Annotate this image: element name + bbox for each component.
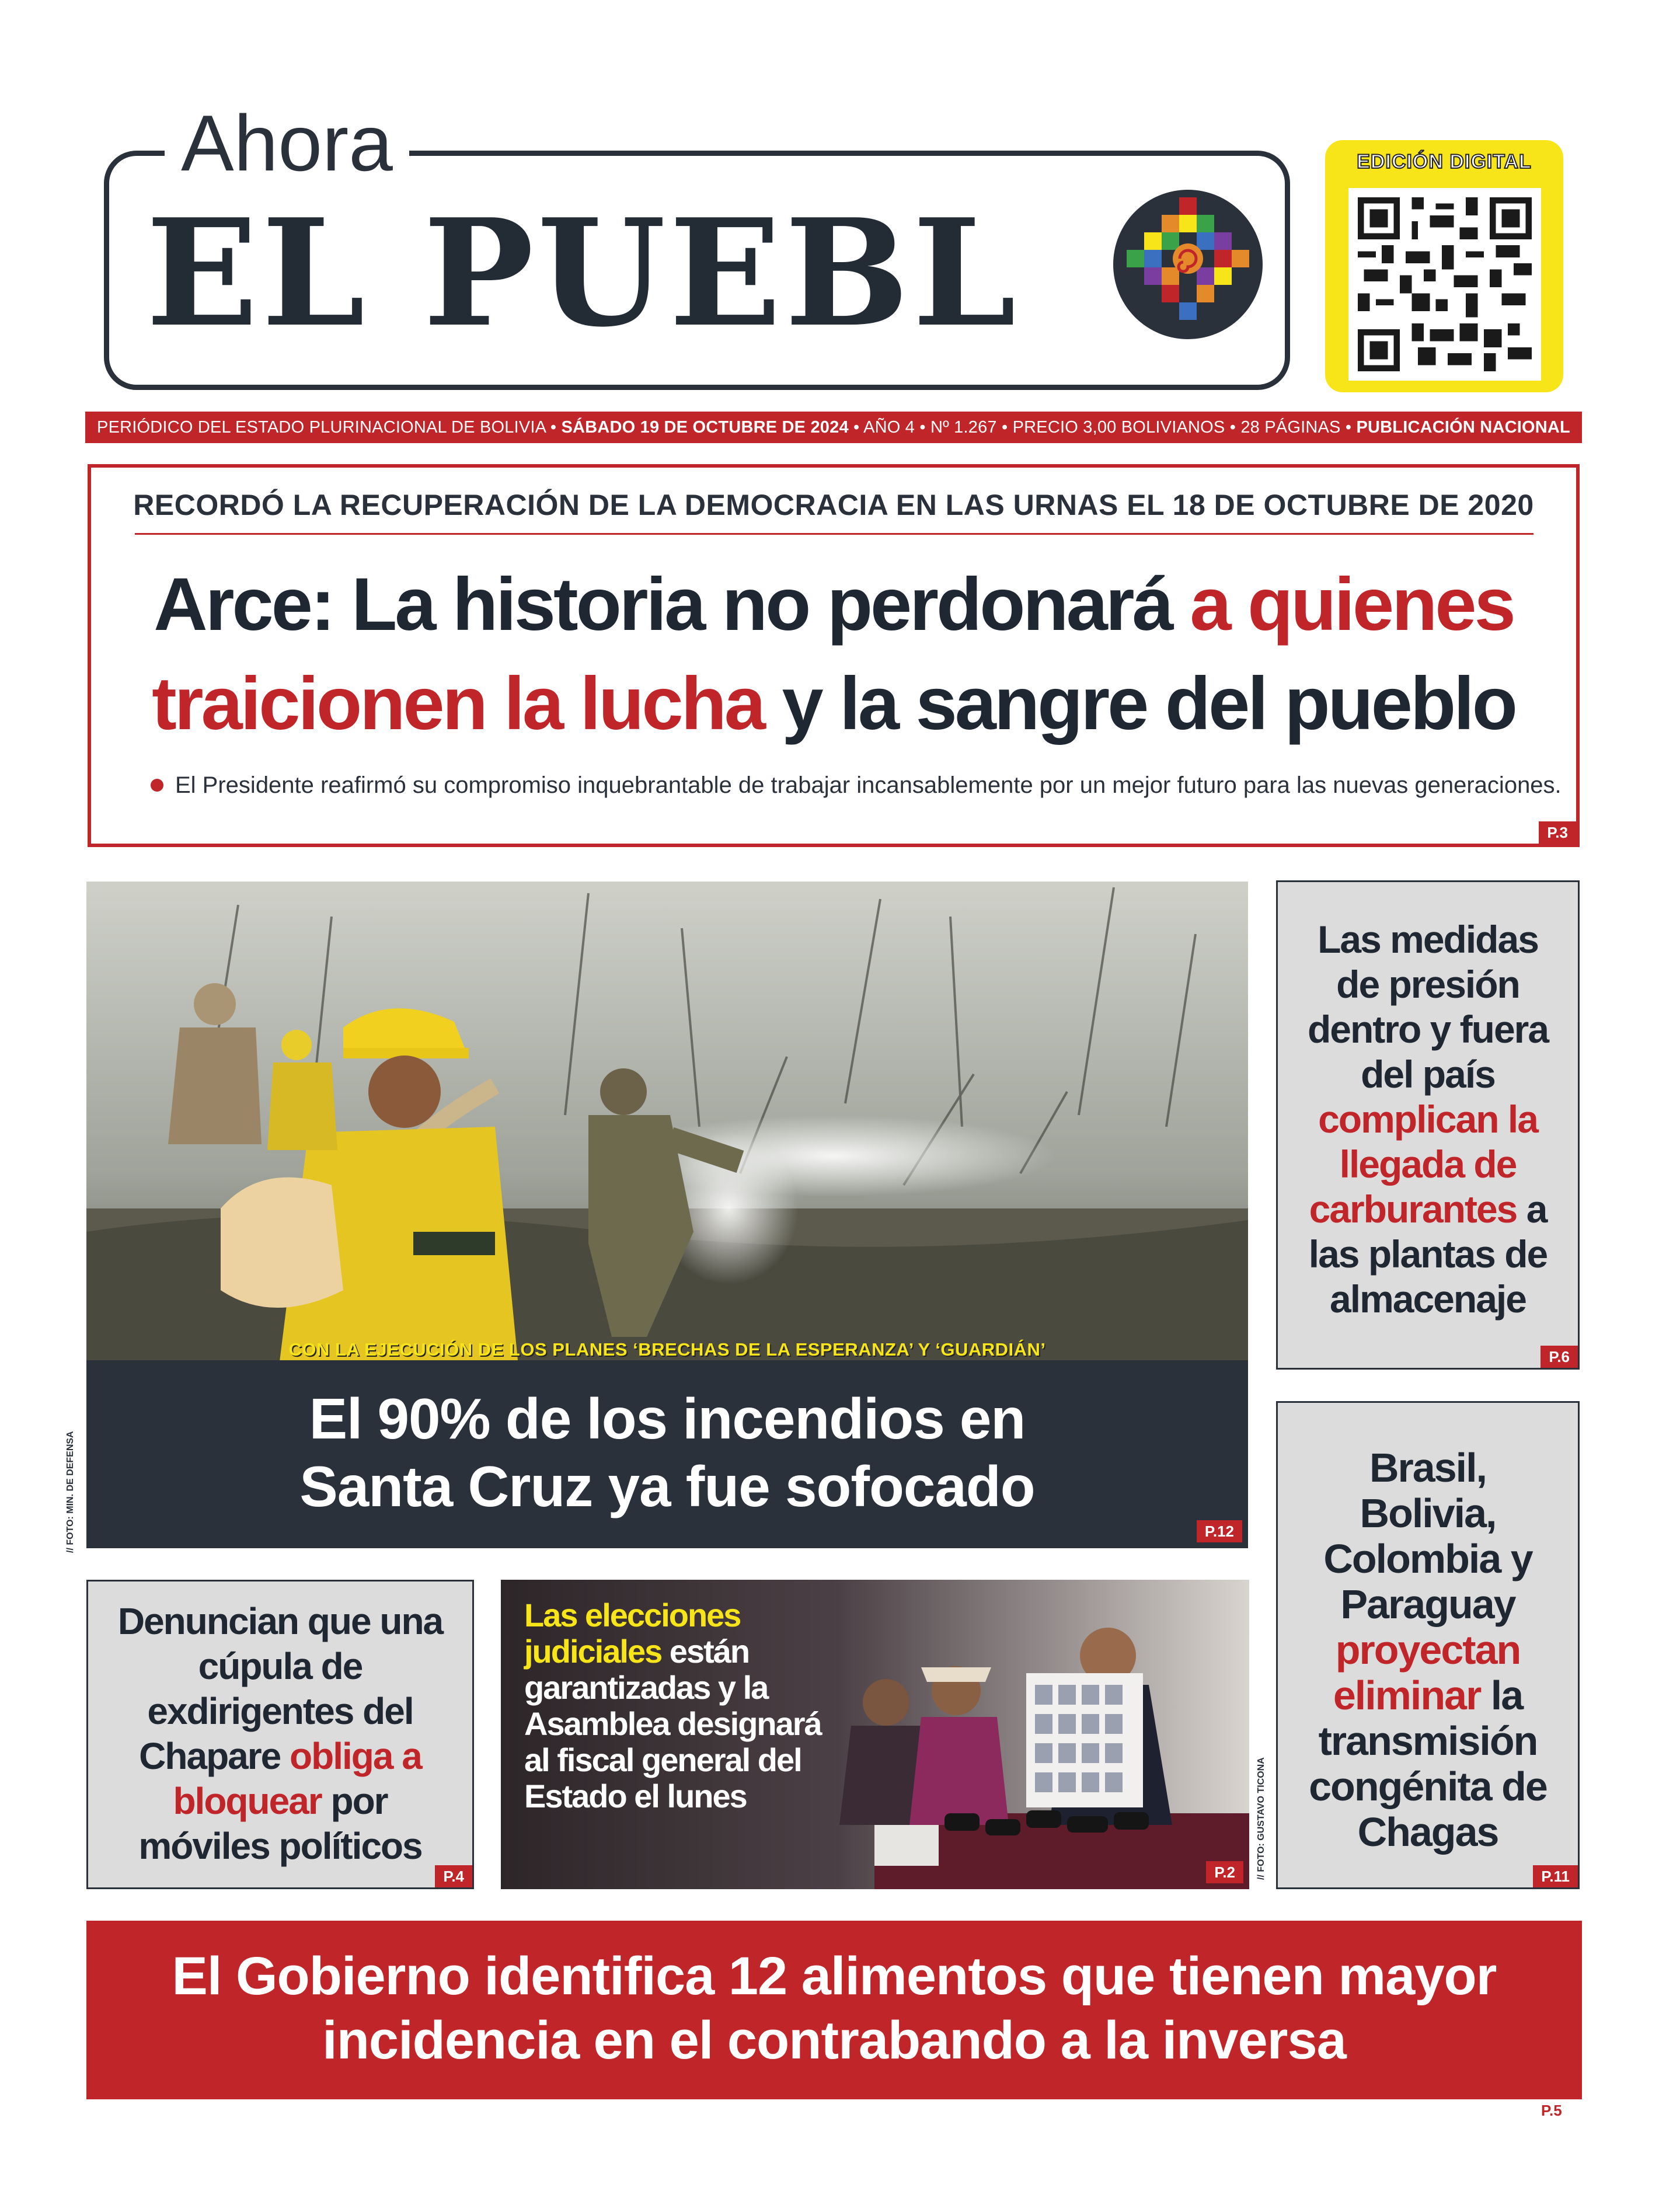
chapare-headline-part3: por móviles políticos — [138, 1780, 422, 1867]
chapare-story[interactable] — [86, 1580, 474, 1889]
publication-scope: PUBLICACIÓN NACIONAL — [1356, 418, 1570, 437]
chagas-page-tag: P.11 — [1533, 1865, 1578, 1887]
lead-story[interactable] — [88, 464, 1580, 847]
chagas-headline-part3: la transmisión congénita de Chagas — [1309, 1673, 1547, 1855]
qr-code-icon[interactable] — [1348, 188, 1541, 381]
lead-headline[interactable] — [114, 555, 1553, 754]
contraband-headline-line2: incidencia en el contrabando a la inversa — [322, 2011, 1346, 2070]
issue-price: PRECIO 3,00 BOLIVIANOS — [1012, 418, 1225, 437]
fuel-headline-highlight: complican la llegada de carburantes — [1309, 1098, 1538, 1231]
lead-deck — [151, 772, 1562, 799]
masthead-title: EL PUEBL — [146, 187, 1020, 360]
lead-headline-part1: Arce: La historia no perdonará — [154, 563, 1190, 646]
lead-divider — [135, 533, 1533, 535]
elections-headline-highlight: Las elecciones judiciales — [524, 1597, 741, 1670]
lead-kicker: RECORDÓ LA RECUPERACIÓN DE LA DEMOCRACIA EN LAS URNAS EL 18 DE OCTUBRE DE 2020 — [133, 489, 1534, 521]
chagas-story[interactable] — [1276, 1401, 1580, 1889]
elections-photo-credit: // FOTO: GUSTAVO TICONA — [1256, 1757, 1266, 1880]
elections-headline-rest: están garantizadas y la Asamblea designará al fiscal general del Estado el lunes — [524, 1633, 821, 1814]
lead-page-tag: P.3 — [1539, 821, 1576, 844]
issue-number: Nº 1.267 — [930, 418, 997, 437]
fuel-story[interactable] — [1276, 880, 1580, 1370]
lead-deck-text: El Presidente reafirmó su compromiso inquebrantable de trabajar incansablemente por un mejor futuro para las nuevas generaciones. — [175, 772, 1562, 798]
chakana-logo-icon — [1109, 186, 1267, 343]
fuel-page-tag: P.6 — [1540, 1346, 1578, 1368]
chapare-headline — [88, 1599, 472, 1869]
issue-date: SÁBADO 19 DE OCTUBRE DE 2024 — [561, 418, 849, 437]
fires-kicker: CON LA EJECUCIÓN DE LOS PLANES ‘BRECHAS DE LA ESPERANZA’ Y ‘GUARDIÁN’ — [288, 1339, 1046, 1360]
publisher: PERIÓDICO DEL ESTADO PLURINACIONAL DE BOLIVIA — [97, 418, 546, 437]
qr-label: EDICIÓN DIGITAL — [1357, 151, 1532, 173]
contraband-headline-line1: El Gobierno identifica 12 alimentos que tienen mayor — [172, 1946, 1497, 2006]
chapare-headline-highlight: obliga a bloquear — [173, 1735, 421, 1822]
chagas-headline-highlight: proyectan eliminar — [1333, 1627, 1521, 1718]
contraband-headline — [86, 1944, 1582, 2072]
lead-headline-part3: y la sangre del pueblo — [763, 662, 1515, 746]
elections-story[interactable] — [501, 1580, 1249, 1889]
masthead-ahora: Ahora — [165, 99, 409, 187]
firefighters-photo — [86, 882, 1248, 1366]
fires-photo-credit: // FOTO: MIN. DE DEFENSA — [65, 1431, 75, 1553]
qr-digital-edition[interactable] — [1325, 140, 1563, 392]
fuel-headline-part1: Las medidas de presión dentro y fuera del país — [1307, 918, 1549, 1096]
fires-headline-line1: El 90% de los incendios en — [309, 1387, 1026, 1451]
contraband-page-tag: P.5 — [1541, 2102, 1562, 2119]
chagas-headline-part1: Brasil, Bolivia, Colombia y Paraguay — [1323, 1445, 1532, 1627]
fires-page-tag: P.12 — [1197, 1520, 1242, 1542]
chapare-page-tag: P.4 — [435, 1865, 472, 1887]
elections-page-tag: P.2 — [1206, 1861, 1243, 1883]
fuel-headline — [1278, 917, 1578, 1322]
lead-headline-highlight: a quienes traicionen la lucha — [152, 563, 1514, 746]
bullet-icon — [151, 779, 163, 792]
info-bar: PERIÓDICO DEL ESTADO PLURINACIONAL DE BOLIVIA • SÁBADO 19 DE OCTUBRE DE 2024 • AÑO 4 • Nº 1.267 • PRECIO 3,00 BOLIVIANOS • 28 PÁGINAS • PUBLICACIÓN NACIONAL — [85, 412, 1582, 443]
fires-headline[interactable] — [86, 1385, 1248, 1520]
issue-year: AÑO 4 — [863, 418, 915, 437]
elections-headline — [524, 1597, 851, 1814]
page-count: 28 PÁGINAS — [1240, 418, 1341, 437]
fires-headline-line2: Santa Cruz ya fue sofocado — [299, 1454, 1035, 1518]
chagas-headline — [1278, 1445, 1578, 1855]
fires-story[interactable] — [86, 882, 1248, 1548]
contraband-story[interactable] — [86, 1921, 1582, 2099]
fuel-headline-part3: a las plantas de almacenaje — [1308, 1187, 1548, 1321]
chapare-headline-part1: Denuncian que una cúpula de exdirigentes del Chapare — [117, 1600, 443, 1777]
